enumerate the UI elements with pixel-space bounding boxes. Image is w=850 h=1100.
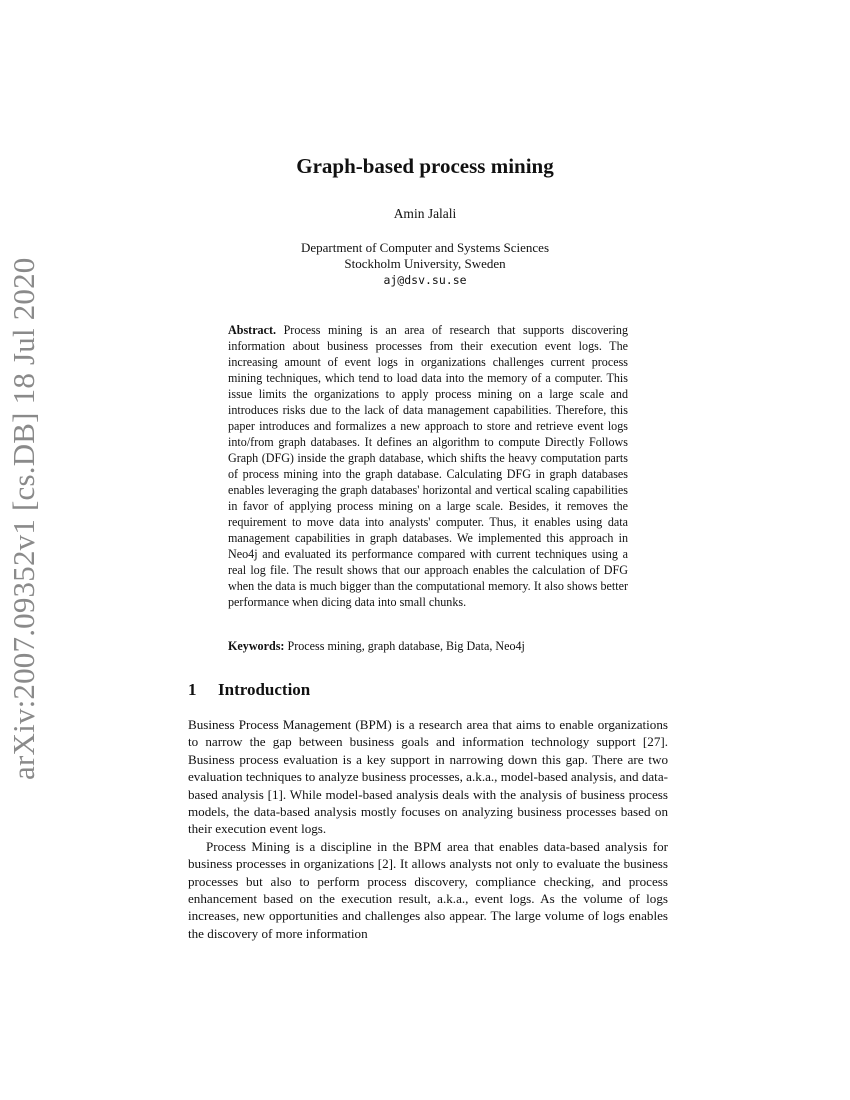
abstract-text: Process mining is an area of research that supports discovering information about business processes from their execution event logs. The increasing amount of event logs in organizations challenges current process mining techniques, which tend to load data into the memory of a computer. This issue limits the organizations to apply process mining on a large scale and introduces risks due to the lack of data management capabilities. Therefore, this paper introduces and formalizes a new approach to store and retrieve event logs into/from graph databases. It defines an algorithm to compute Directly Follows Graph (DFG) inside the graph database, which shifts the heavy computation parts of process mining into the graph database. Calculating DFG in graph databases enables leveraging the graph databases' horizontal and vertical scaling capabilities in favor of applying process mining on a large scale. Besides, it removes the requirement to move data into analysts' computer. Thus, it enables using data management capabilities in graph databases. We implemented this approach in Neo4j and evaluated its performance compared with current techniques using a real log file. The result shows that our approach enables the calculation of DFG when the data is much bigger than the computational memory. It also shows better performance when dicing data into small chunks. [228, 323, 628, 609]
section-number: 1 [188, 680, 197, 699]
section-title: Introduction [218, 680, 311, 699]
section-heading [188, 680, 310, 700]
keywords-text: Process mining, graph database, Big Data, Neo4j [287, 639, 525, 653]
keywords [228, 638, 628, 654]
author-affiliation [0, 240, 850, 288]
section-body [188, 716, 668, 942]
body-paragraph: Process Mining is a discipline in the BPM area that enables data-based analysis for business processes in organizations [2]. It allows analysts not only to evaluate the business processes but also to perform process discovery, compliance checking, and process enhancement based on the execution result, a.k.a., event logs. As the volume of logs increases, new opportunities and challenges also appear. The large volume of logs enables the discovery of more information [188, 838, 668, 941]
abstract [228, 322, 628, 610]
keywords-label: Keywords: [228, 639, 285, 653]
author-name: Amin Jalali [393, 206, 457, 221]
department: Department of Computer and Systems Sciences [300, 240, 550, 255]
university: Stockholm University, Sweden [344, 256, 506, 271]
paper-title: Graph-based process mining [296, 154, 554, 178]
abstract-label: Abstract. [228, 323, 277, 337]
body-paragraph: Business Process Management (BPM) is a research area that aims to enable organizations to narrow the gap between business goals and information technology support [27]. Business process evaluation is a key support in narrowing down this gap. There are two evaluation techniques to analyze business processes, a.k.a., model-based analysis, and data-based analysis [1]. While model-based analysis deals with the analysis of business process models, the data-based analysis mostly focuses on analyzing business processes based on their execution event logs. [188, 717, 668, 837]
arxiv-identifier-stamp: arXiv:2007.09352v1 [cs.DB] 18 Jul 2020 [6, 257, 41, 780]
author-email: aj@dsv.su.se [383, 273, 467, 287]
